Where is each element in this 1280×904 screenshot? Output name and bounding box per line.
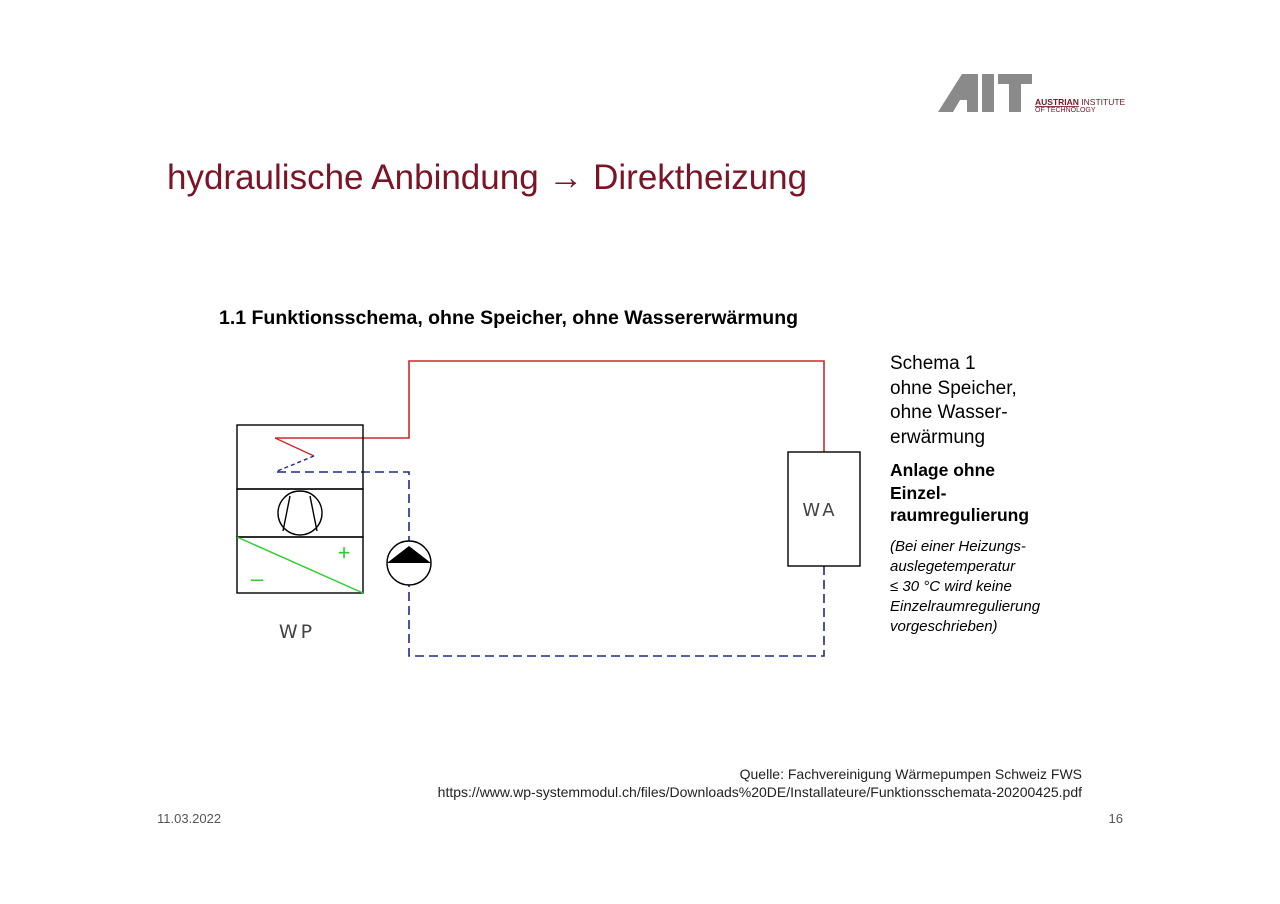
- wa-label: WA: [802, 500, 838, 521]
- schema-line: ohne Wasser-: [890, 402, 1008, 423]
- source-credit: Quelle: Fachvereinigung Wärmepumpen Schweiz FWS: [739, 766, 1082, 782]
- temperature-note: [890, 537, 1040, 637]
- note-line: vorgeschrieben): [890, 618, 998, 635]
- compressor-line-left: [283, 496, 290, 531]
- slide-title: hydraulische Anbindung → Direktheizung: [167, 158, 808, 197]
- page-number: 16: [1108, 811, 1123, 826]
- note-line: (Bei einer Heizungs-: [890, 538, 1026, 555]
- circulation-pump: [387, 541, 431, 585]
- minus-sign: –: [250, 566, 264, 591]
- note-line: Einzelraumregulierung: [890, 598, 1041, 615]
- wp-label: WP: [278, 621, 316, 643]
- compressor-box: [237, 489, 363, 537]
- note-line: ≤ 30 °C wird keine: [890, 578, 1012, 595]
- plus-sign: +: [337, 540, 351, 565]
- compressor-line-right: [310, 496, 317, 531]
- supply-line: [275, 361, 824, 452]
- anlage-description: [890, 459, 1029, 527]
- logo-line1-rest: INSTITUTE: [1078, 97, 1126, 107]
- logo-line2: OF TECHNOLOGY: [1035, 107, 1096, 114]
- compressor-symbol: [278, 491, 322, 535]
- schema-line: Schema 1: [890, 353, 976, 374]
- footer-date: 11.03.2022: [157, 811, 222, 826]
- condenser-box: [237, 425, 363, 489]
- heat-emitter-wa: [788, 452, 860, 566]
- source-url: https://www.wp-systemmodul.ch/files/Downloads%20DE/Installateure/Funktionsschemata-20200425.pdf: [437, 784, 1082, 800]
- schema-line: ohne Speicher,: [890, 377, 1017, 399]
- note-line: auslegetemperatur: [890, 558, 1016, 575]
- return-line: [275, 472, 824, 656]
- logo-line1-bold: AUSTRIAN: [1035, 97, 1079, 107]
- anlage-line: raumregulierung: [890, 505, 1030, 525]
- anlage-line: Anlage ohne: [890, 460, 996, 480]
- condenser-coil-supply: [275, 438, 314, 456]
- schema-description: [890, 352, 1017, 450]
- section-heading: 1.1 Funktionsschema, ohne Speicher, ohne Wassererwärmung: [219, 307, 799, 329]
- heat-pump-unit: [237, 425, 363, 643]
- condenser-coil-return: [275, 456, 314, 472]
- anlage-line: Einzel-: [890, 482, 947, 503]
- schema-line: erwärmung: [890, 426, 986, 448]
